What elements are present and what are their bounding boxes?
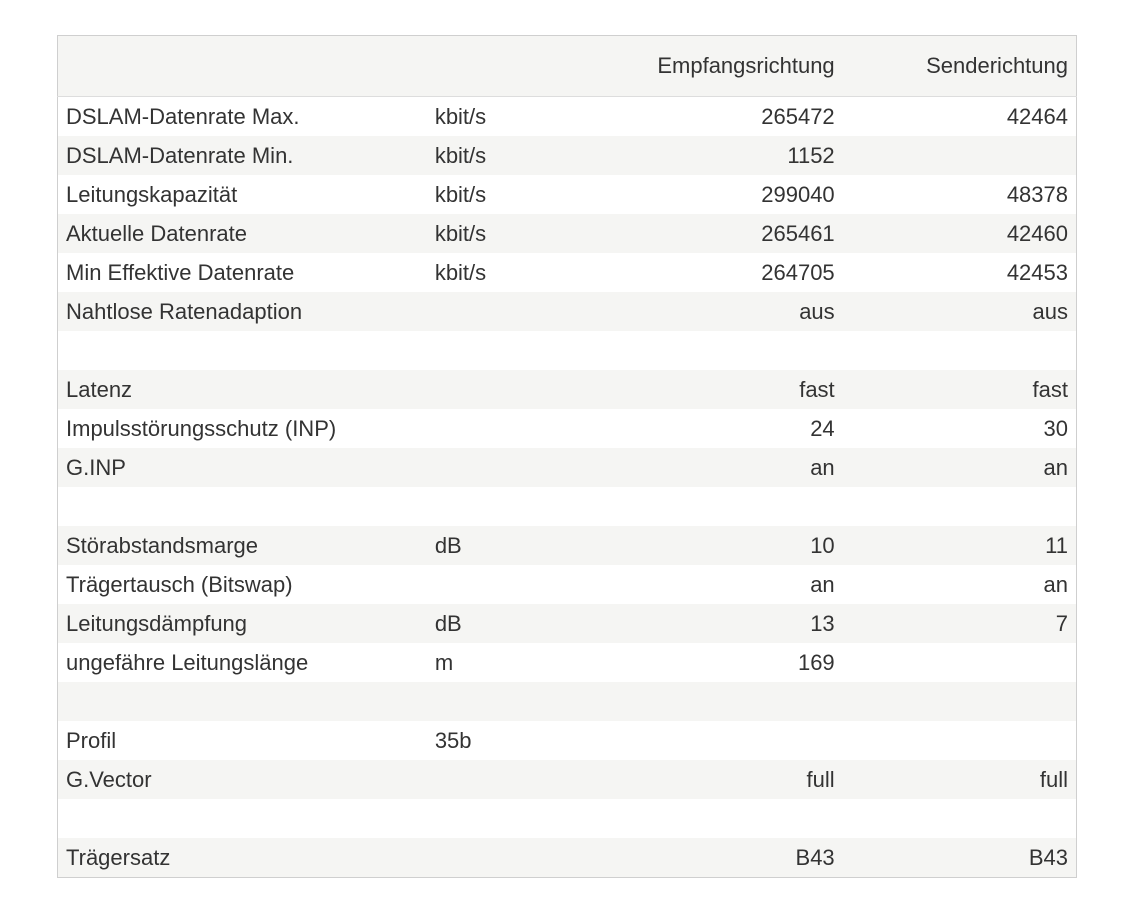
row-upstream-value: full xyxy=(843,760,1077,799)
row-upstream-value: 7 xyxy=(843,604,1077,643)
row-downstream-value: 10 xyxy=(609,526,843,565)
row-upstream-value: 42460 xyxy=(843,214,1077,253)
row-downstream-value: 24 xyxy=(609,409,843,448)
row-downstream-value: an xyxy=(609,565,843,604)
table-row xyxy=(58,448,1077,487)
row-downstream-value: 169 xyxy=(609,643,843,682)
row-downstream-value: 265461 xyxy=(609,214,843,253)
row-label: DSLAM-Datenrate Max. xyxy=(58,97,427,137)
row-upstream-value: 48378 xyxy=(843,175,1077,214)
row-downstream-value: 299040 xyxy=(609,175,843,214)
row-downstream-value xyxy=(609,721,843,760)
row-label: Störabstandsmarge xyxy=(58,526,427,565)
row-label: Min Effektive Datenrate xyxy=(58,253,427,292)
row-label: Aktuelle Datenrate xyxy=(58,214,427,253)
row-upstream-value xyxy=(843,331,1077,370)
row-downstream-value: aus xyxy=(609,292,843,331)
table-row xyxy=(58,604,1077,643)
row-unit xyxy=(427,799,609,838)
row-unit xyxy=(427,487,609,526)
row-unit xyxy=(427,682,609,721)
table-row xyxy=(58,175,1077,214)
row-label xyxy=(58,682,427,721)
row-label xyxy=(58,799,427,838)
table-row-spacer xyxy=(58,331,1077,370)
row-label: Trägersatz xyxy=(58,838,427,878)
row-downstream-value xyxy=(609,331,843,370)
row-downstream-value xyxy=(609,799,843,838)
table-body xyxy=(58,97,1077,878)
header-upstream: Senderichtung xyxy=(843,36,1077,97)
row-unit: m xyxy=(427,643,609,682)
table-row xyxy=(58,526,1077,565)
row-upstream-value xyxy=(843,799,1077,838)
row-downstream-value xyxy=(609,682,843,721)
table-row xyxy=(58,838,1077,878)
row-unit: kbit/s xyxy=(427,97,609,137)
row-upstream-value: 30 xyxy=(843,409,1077,448)
row-upstream-value xyxy=(843,487,1077,526)
row-upstream-value: an xyxy=(843,565,1077,604)
row-label: Leitungskapazität xyxy=(58,175,427,214)
dsl-info-table xyxy=(57,35,1077,878)
row-label: Latenz xyxy=(58,370,427,409)
row-upstream-value xyxy=(843,643,1077,682)
row-upstream-value: 42453 xyxy=(843,253,1077,292)
row-downstream-value: fast xyxy=(609,370,843,409)
row-label: Profil xyxy=(58,721,427,760)
table-header xyxy=(58,36,1077,97)
row-upstream-value: 11 xyxy=(843,526,1077,565)
row-unit: kbit/s xyxy=(427,175,609,214)
table-row xyxy=(58,370,1077,409)
row-downstream-value: 13 xyxy=(609,604,843,643)
table-row-spacer xyxy=(58,487,1077,526)
row-label: Impulsstörungsschutz (INP) xyxy=(58,409,427,448)
row-upstream-value xyxy=(843,136,1077,175)
row-unit: kbit/s xyxy=(427,136,609,175)
row-downstream-value: 1152 xyxy=(609,136,843,175)
row-unit: dB xyxy=(427,526,609,565)
table-row xyxy=(58,643,1077,682)
row-label: G.Vector xyxy=(58,760,427,799)
row-upstream-value: 42464 xyxy=(843,97,1077,137)
row-downstream-value: 264705 xyxy=(609,253,843,292)
row-unit xyxy=(427,565,609,604)
row-downstream-value: B43 xyxy=(609,838,843,878)
row-label: Nahtlose Ratenadaption xyxy=(58,292,427,331)
table-row xyxy=(58,292,1077,331)
table-row xyxy=(58,760,1077,799)
header-downstream: Empfangsrichtung xyxy=(609,36,843,97)
header-row xyxy=(58,36,1077,97)
row-upstream-value: B43 xyxy=(843,838,1077,878)
row-unit xyxy=(427,292,609,331)
row-downstream-value: 265472 xyxy=(609,97,843,137)
row-upstream-value: fast xyxy=(843,370,1077,409)
row-downstream-value xyxy=(609,487,843,526)
row-label xyxy=(58,487,427,526)
row-label: Leitungsdämpfung xyxy=(58,604,427,643)
row-label: G.INP xyxy=(58,448,427,487)
table-row xyxy=(58,253,1077,292)
row-unit xyxy=(427,331,609,370)
header-label xyxy=(58,36,427,97)
row-unit: 35b xyxy=(427,721,609,760)
row-label: ungefähre Leitungslänge xyxy=(58,643,427,682)
row-unit xyxy=(427,409,609,448)
row-upstream-value: an xyxy=(843,448,1077,487)
row-unit xyxy=(427,838,609,878)
row-unit: kbit/s xyxy=(427,253,609,292)
row-label xyxy=(58,331,427,370)
row-unit xyxy=(427,760,609,799)
row-unit: dB xyxy=(427,604,609,643)
table-row-spacer xyxy=(58,682,1077,721)
row-upstream-value xyxy=(843,682,1077,721)
table-row xyxy=(58,136,1077,175)
header-unit xyxy=(427,36,609,97)
row-upstream-value xyxy=(843,721,1077,760)
table-row xyxy=(58,409,1077,448)
row-unit xyxy=(427,370,609,409)
row-label: Trägertausch (Bitswap) xyxy=(58,565,427,604)
row-upstream-value: aus xyxy=(843,292,1077,331)
row-downstream-value: an xyxy=(609,448,843,487)
table-row xyxy=(58,721,1077,760)
table-row xyxy=(58,214,1077,253)
row-label: DSLAM-Datenrate Min. xyxy=(58,136,427,175)
row-downstream-value: full xyxy=(609,760,843,799)
row-unit xyxy=(427,448,609,487)
table-row-spacer xyxy=(58,799,1077,838)
table-row xyxy=(58,97,1077,137)
row-unit: kbit/s xyxy=(427,214,609,253)
table-row xyxy=(58,565,1077,604)
